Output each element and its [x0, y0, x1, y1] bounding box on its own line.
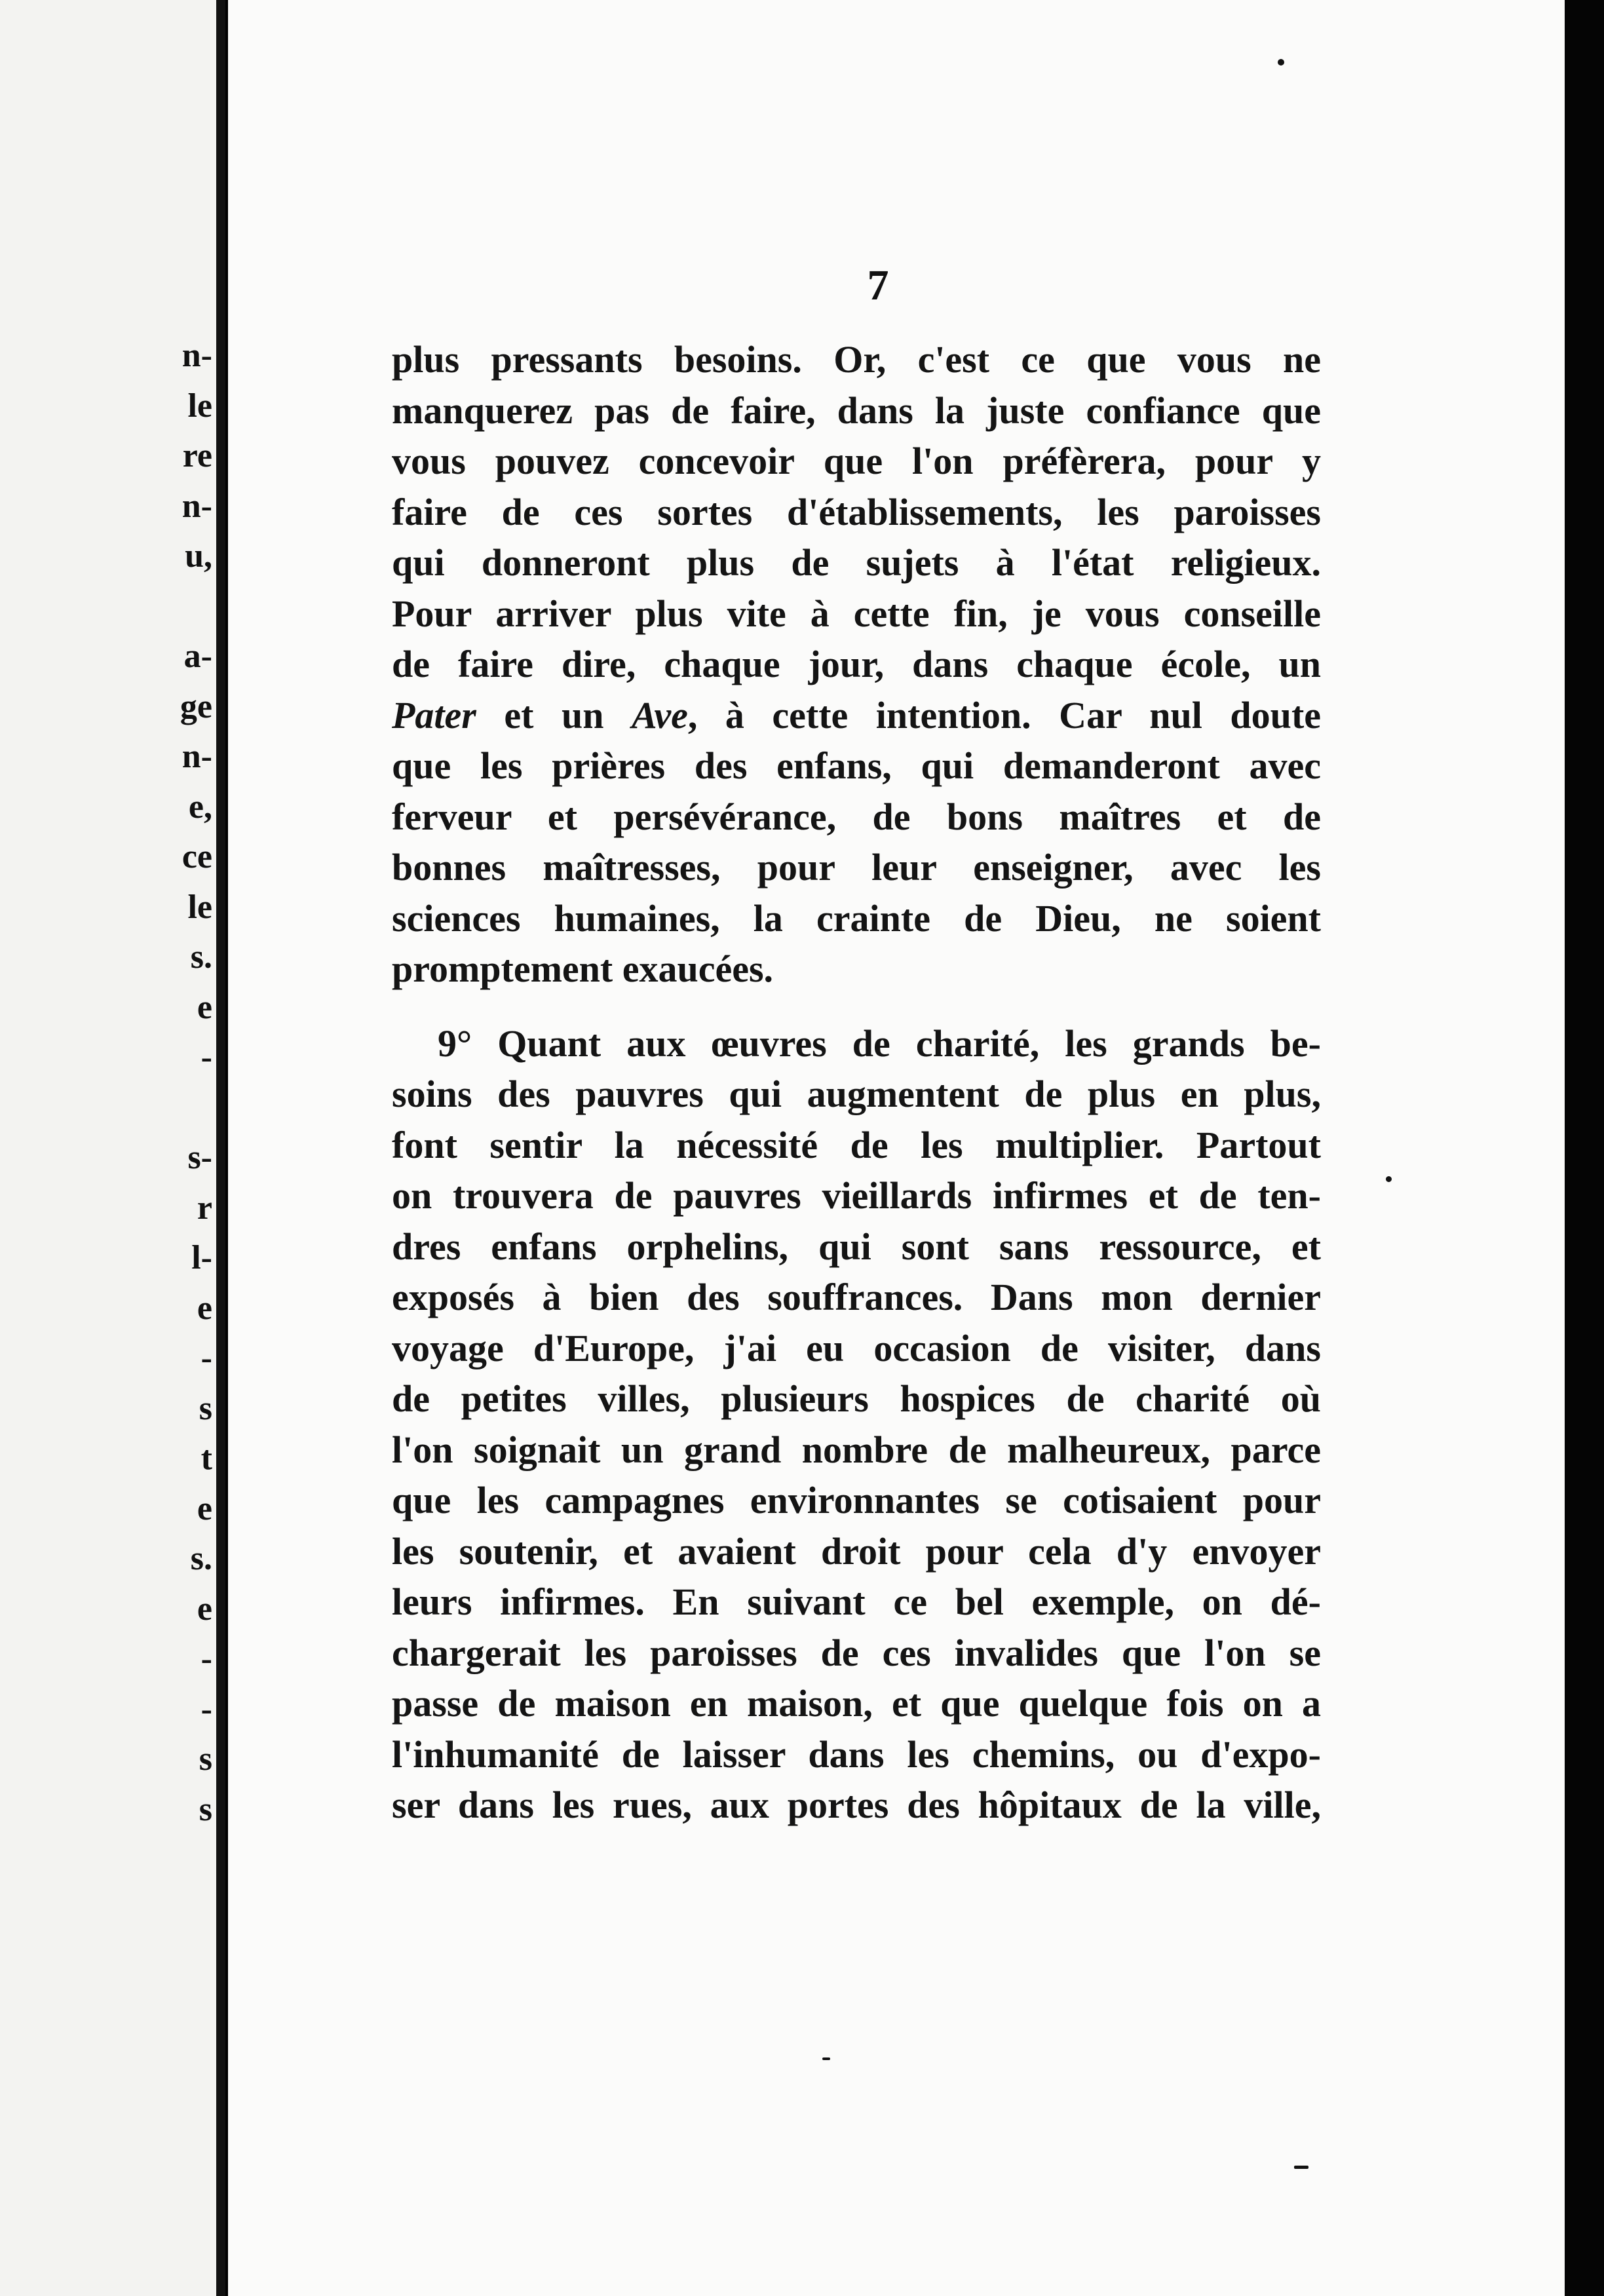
text-line: que les prières des enfans, qui demanderont avec — [392, 744, 1321, 787]
text-line-italic-mix — [392, 690, 1321, 741]
text-segment: , à cette intention. Car nul doute — [687, 693, 1321, 737]
left-page-fragment: s — [199, 1389, 212, 1427]
text-line: ser dans les rues, aux portes des hôpitaux de la ville, — [392, 1784, 1321, 1826]
left-page-fragment: s- — [187, 1139, 212, 1176]
text-line: promptement exaucées. — [392, 947, 774, 990]
page-number: 7 — [867, 261, 889, 309]
text-line: voyage d'Europe, j'ai eu occasion de visiter, dans — [392, 1326, 1321, 1369]
text-line: on trouvera de pauvres vieillards infirmes et de ten- — [392, 1174, 1321, 1217]
text-line: Pour arriver plus vite à cette fin, je vous conseille — [392, 592, 1321, 635]
left-page-fragment: - — [200, 1339, 212, 1377]
ink-speck — [1294, 2166, 1308, 2169]
text-line: dres enfans orphelins, qui sont sans ressource, et — [392, 1225, 1321, 1268]
right-page-edge-shadow — [1565, 0, 1604, 2296]
left-page-fragment: n- — [181, 487, 212, 525]
left-page-fragment: ge — [180, 687, 212, 725]
left-page-fragment: n- — [181, 738, 212, 775]
left-page-fragment: u, — [185, 537, 212, 575]
left-page-fragment: e — [197, 1289, 212, 1327]
text-line: faire de ces sortes d'établissements, les paroisses — [392, 490, 1321, 533]
left-page-edge — [0, 0, 225, 2296]
text-line: ferveur et persévérance, de bons maîtres et de — [392, 795, 1321, 838]
paragraph-1 — [392, 334, 1321, 995]
paragraph-2 — [392, 1018, 1321, 1831]
text-line: les soutenir, et avaient droit pour cela d'y envoyer — [392, 1529, 1321, 1573]
text-line: que les campagnes environnantes se cotisaient pour — [392, 1479, 1321, 1521]
left-page-fragment: s — [199, 1790, 212, 1828]
text-line: qui donneront plus de sujets à l'état religieux. — [392, 541, 1321, 584]
text-line: l'inhumanité de laisser dans les chemins, ou d'expo- — [392, 1732, 1321, 1776]
left-page-fragment: - — [200, 1039, 212, 1076]
left-page-fragment: le — [187, 387, 212, 425]
left-page-fragment: r — [197, 1189, 212, 1227]
text-line: sciences humaines, la crainte de Dieu, ne soient — [392, 896, 1321, 940]
text-line: chargerait les paroisses de ces invalides que l'on se — [392, 1631, 1321, 1674]
left-page-fragment — [153, 1083, 212, 1134]
text-line: vous pouvez concevoir que l'on préfèrera, pour y — [392, 440, 1321, 482]
ink-speck — [1386, 1176, 1392, 1182]
text-line: 9° Quant aux œuvres de charité, les grands be- — [438, 1022, 1321, 1065]
paragraph-gap — [392, 995, 1321, 1018]
text-line: font sentir la nécessité de les multiplier. Partout — [392, 1123, 1321, 1166]
left-page-fragment: a- — [183, 638, 212, 675]
italic-word-ave: Ave — [632, 693, 688, 737]
text-line: plus pressants besoins. Or, c'est ce que vous ne — [392, 338, 1321, 381]
left-page-fragment: e — [197, 1590, 212, 1628]
left-page-fragment: l- — [191, 1239, 212, 1276]
text-line: soins des pauvres qui augmentent de plus en plus, — [392, 1073, 1321, 1115]
left-page-fragment: e — [197, 988, 212, 1026]
text-line: de faire dire, chaque jour, dans chaque école, un — [392, 643, 1321, 685]
left-page-fragment: - — [200, 1640, 212, 1677]
left-page-fragment: n- — [181, 337, 212, 374]
left-page-fragment: t — [200, 1440, 212, 1477]
text-line: passe de maison en maison, et que quelque fois on a — [392, 1682, 1321, 1725]
text-line: bonnes maîtresses, pour leur enseigner, avec les — [392, 846, 1321, 889]
text-line: leurs infirmes. En suivant ce bel exemple, on dé- — [392, 1580, 1321, 1623]
left-page-fragment — [153, 582, 212, 632]
left-page-fragment: ce — [181, 838, 212, 875]
body-text — [392, 334, 1321, 1831]
text-line: l'on soignait un grand nombre de malheureux, parce — [392, 1428, 1321, 1471]
text-line: manquerez pas de faire, dans la juste confiance que — [392, 389, 1321, 432]
text-segment: et un — [476, 693, 632, 737]
left-page-fragment: s. — [190, 1540, 212, 1577]
left-page-text-fragments — [153, 331, 212, 1835]
left-page-fragment: s. — [190, 938, 212, 976]
left-page-fragment: e, — [188, 788, 212, 826]
left-page-fragment: re — [182, 437, 212, 474]
ink-speck — [1278, 59, 1284, 66]
left-page-fragment: le — [187, 888, 212, 926]
left-page-fragment: - — [200, 1690, 212, 1728]
italic-word-pater: Pater — [392, 693, 476, 737]
ink-speck — [822, 2057, 830, 2060]
text-line: de petites villes, plusieurs hospices de charité où — [392, 1377, 1321, 1420]
left-page-fragment: s — [199, 1740, 212, 1778]
left-page-fragment: e — [197, 1489, 212, 1527]
text-line: exposés à bien des souffrances. Dans mon dernier — [392, 1276, 1321, 1318]
